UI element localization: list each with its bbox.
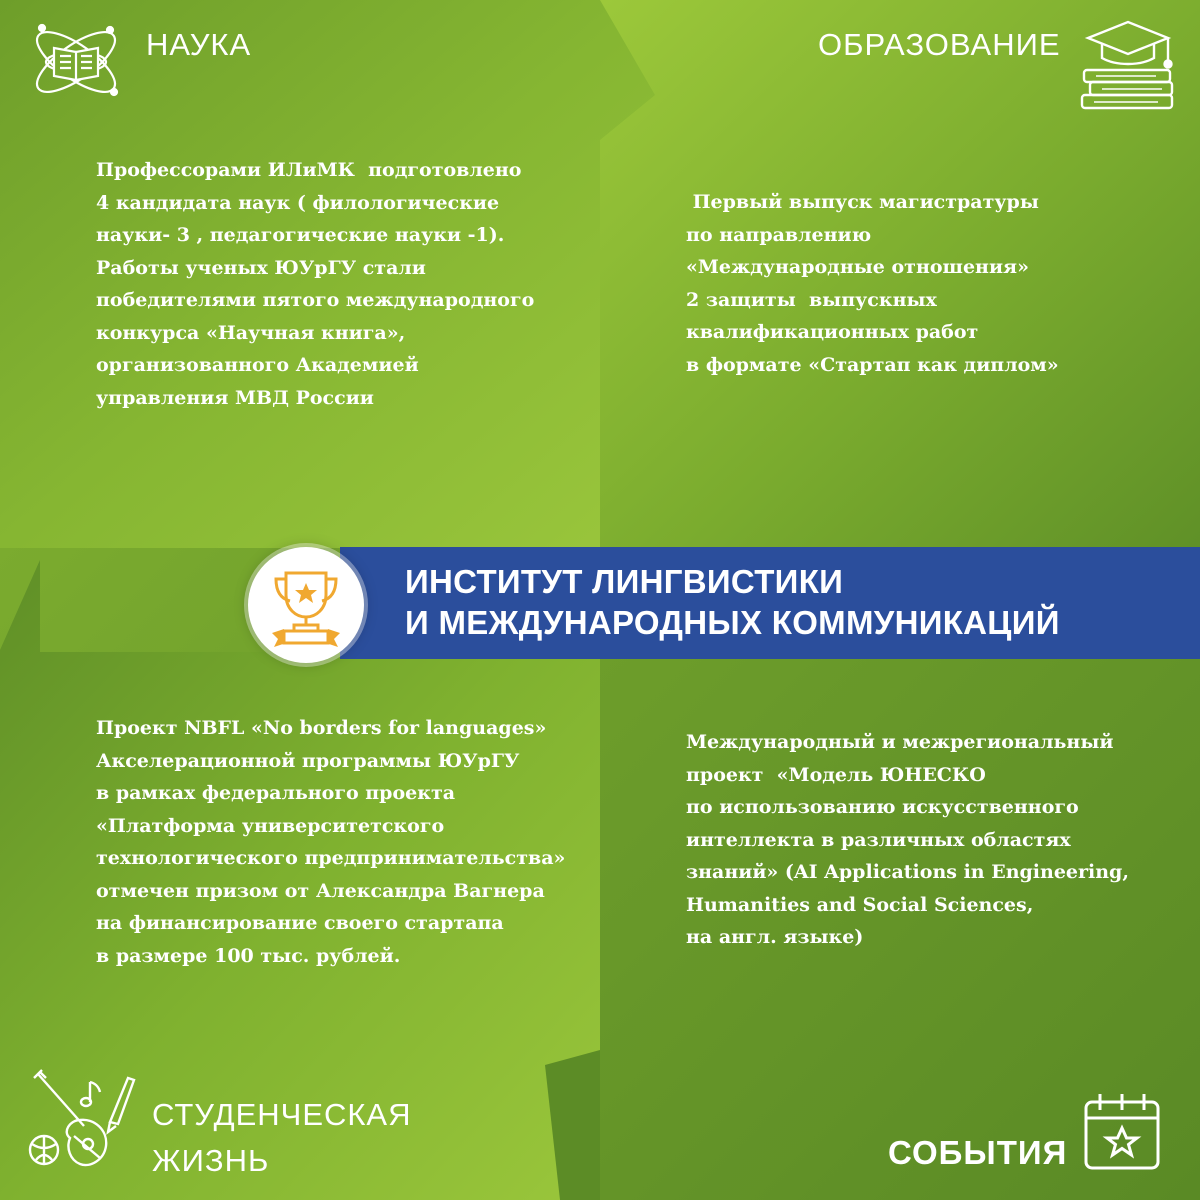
text-line: Международный и межрегиональный <box>686 731 1114 753</box>
institute-title <box>405 561 1060 643</box>
atom-book-icon <box>22 14 130 110</box>
events-text <box>686 726 1129 954</box>
text-line: на финансирование своего стартапа <box>96 912 504 934</box>
text-line: квалификационных работ <box>686 321 979 343</box>
text-line: отмечен призом от Александра Вагнера <box>96 879 545 902</box>
text-line: на англ. языке) <box>686 926 864 948</box>
institute-title-line-2: И МЕЖДУНАРОДНЫХ КОММУНИКАЦИЙ <box>405 604 1060 641</box>
student-life-title-line-1: СТУДЕНЧЕСКАЯ <box>152 1097 412 1132</box>
text-line: организованного Академией <box>96 354 419 376</box>
text-line: конкурса «Научная книга», <box>96 321 406 344</box>
text-line: Работы ученых ЮУрГУ стали <box>96 256 426 279</box>
text-line: Проект NBFL «No borders for languages» <box>96 717 547 739</box>
text-line: интеллекта в различных областях <box>686 828 1071 851</box>
section-title-science: НАУКА <box>146 27 252 62</box>
text-line: знаний» (AI Applications in Engineering, <box>686 861 1129 883</box>
text-line: в формате «Стартап как диплом» <box>686 353 1059 376</box>
trophy-emblem <box>248 547 364 663</box>
text-line: технологического предпринимательства» <box>96 847 566 869</box>
text-line: в рамках федерального проекта <box>96 782 456 804</box>
institute-title-line-1: ИНСТИТУТ ЛИНГВИСТИКИ <box>405 563 844 600</box>
text-line: проект «Модель ЮНЕСКО <box>686 763 986 786</box>
text-line: «Международные отношения» <box>686 256 1029 278</box>
graduation-cap-books-icon <box>1076 14 1180 114</box>
text-line: 2 защиты выпускных <box>686 288 937 311</box>
student-life-title-line-2: ЖИЗНЬ <box>152 1143 270 1178</box>
text-line: победителями пятого международного <box>96 289 535 311</box>
trophy-icon <box>248 547 364 663</box>
section-title-student-life <box>152 1092 412 1184</box>
text-line: в размере 100 тыс. рублей. <box>96 944 401 967</box>
text-line: Humanities and Social Sciences, <box>686 893 1034 916</box>
text-line: 4 кандидата наук ( филологические <box>96 191 500 214</box>
text-line: «Платформа университетского <box>96 814 445 837</box>
calendar-star-icon <box>1080 1090 1164 1174</box>
text-line: по использованию искусственного <box>686 796 1079 818</box>
text-line: Профессорами ИЛиМК подготовлено <box>96 159 522 181</box>
section-title-events: СОБЫТИЯ <box>888 1134 1068 1171</box>
text-line: Первый выпуск магистратуры <box>686 191 1039 213</box>
music-sports-art-icon <box>24 1062 140 1178</box>
text-line: по направлению <box>686 223 872 246</box>
education-text <box>686 186 1059 381</box>
text-line: Акселерационной программы ЮУрГУ <box>96 749 520 772</box>
student-life-text <box>96 712 565 972</box>
text-line: науки- 3 , педагогические науки -1). <box>96 224 505 246</box>
science-text <box>96 154 534 414</box>
text-line: управления МВД России <box>96 386 374 409</box>
section-title-education: ОБРАЗОВАНИЕ <box>818 27 1061 62</box>
